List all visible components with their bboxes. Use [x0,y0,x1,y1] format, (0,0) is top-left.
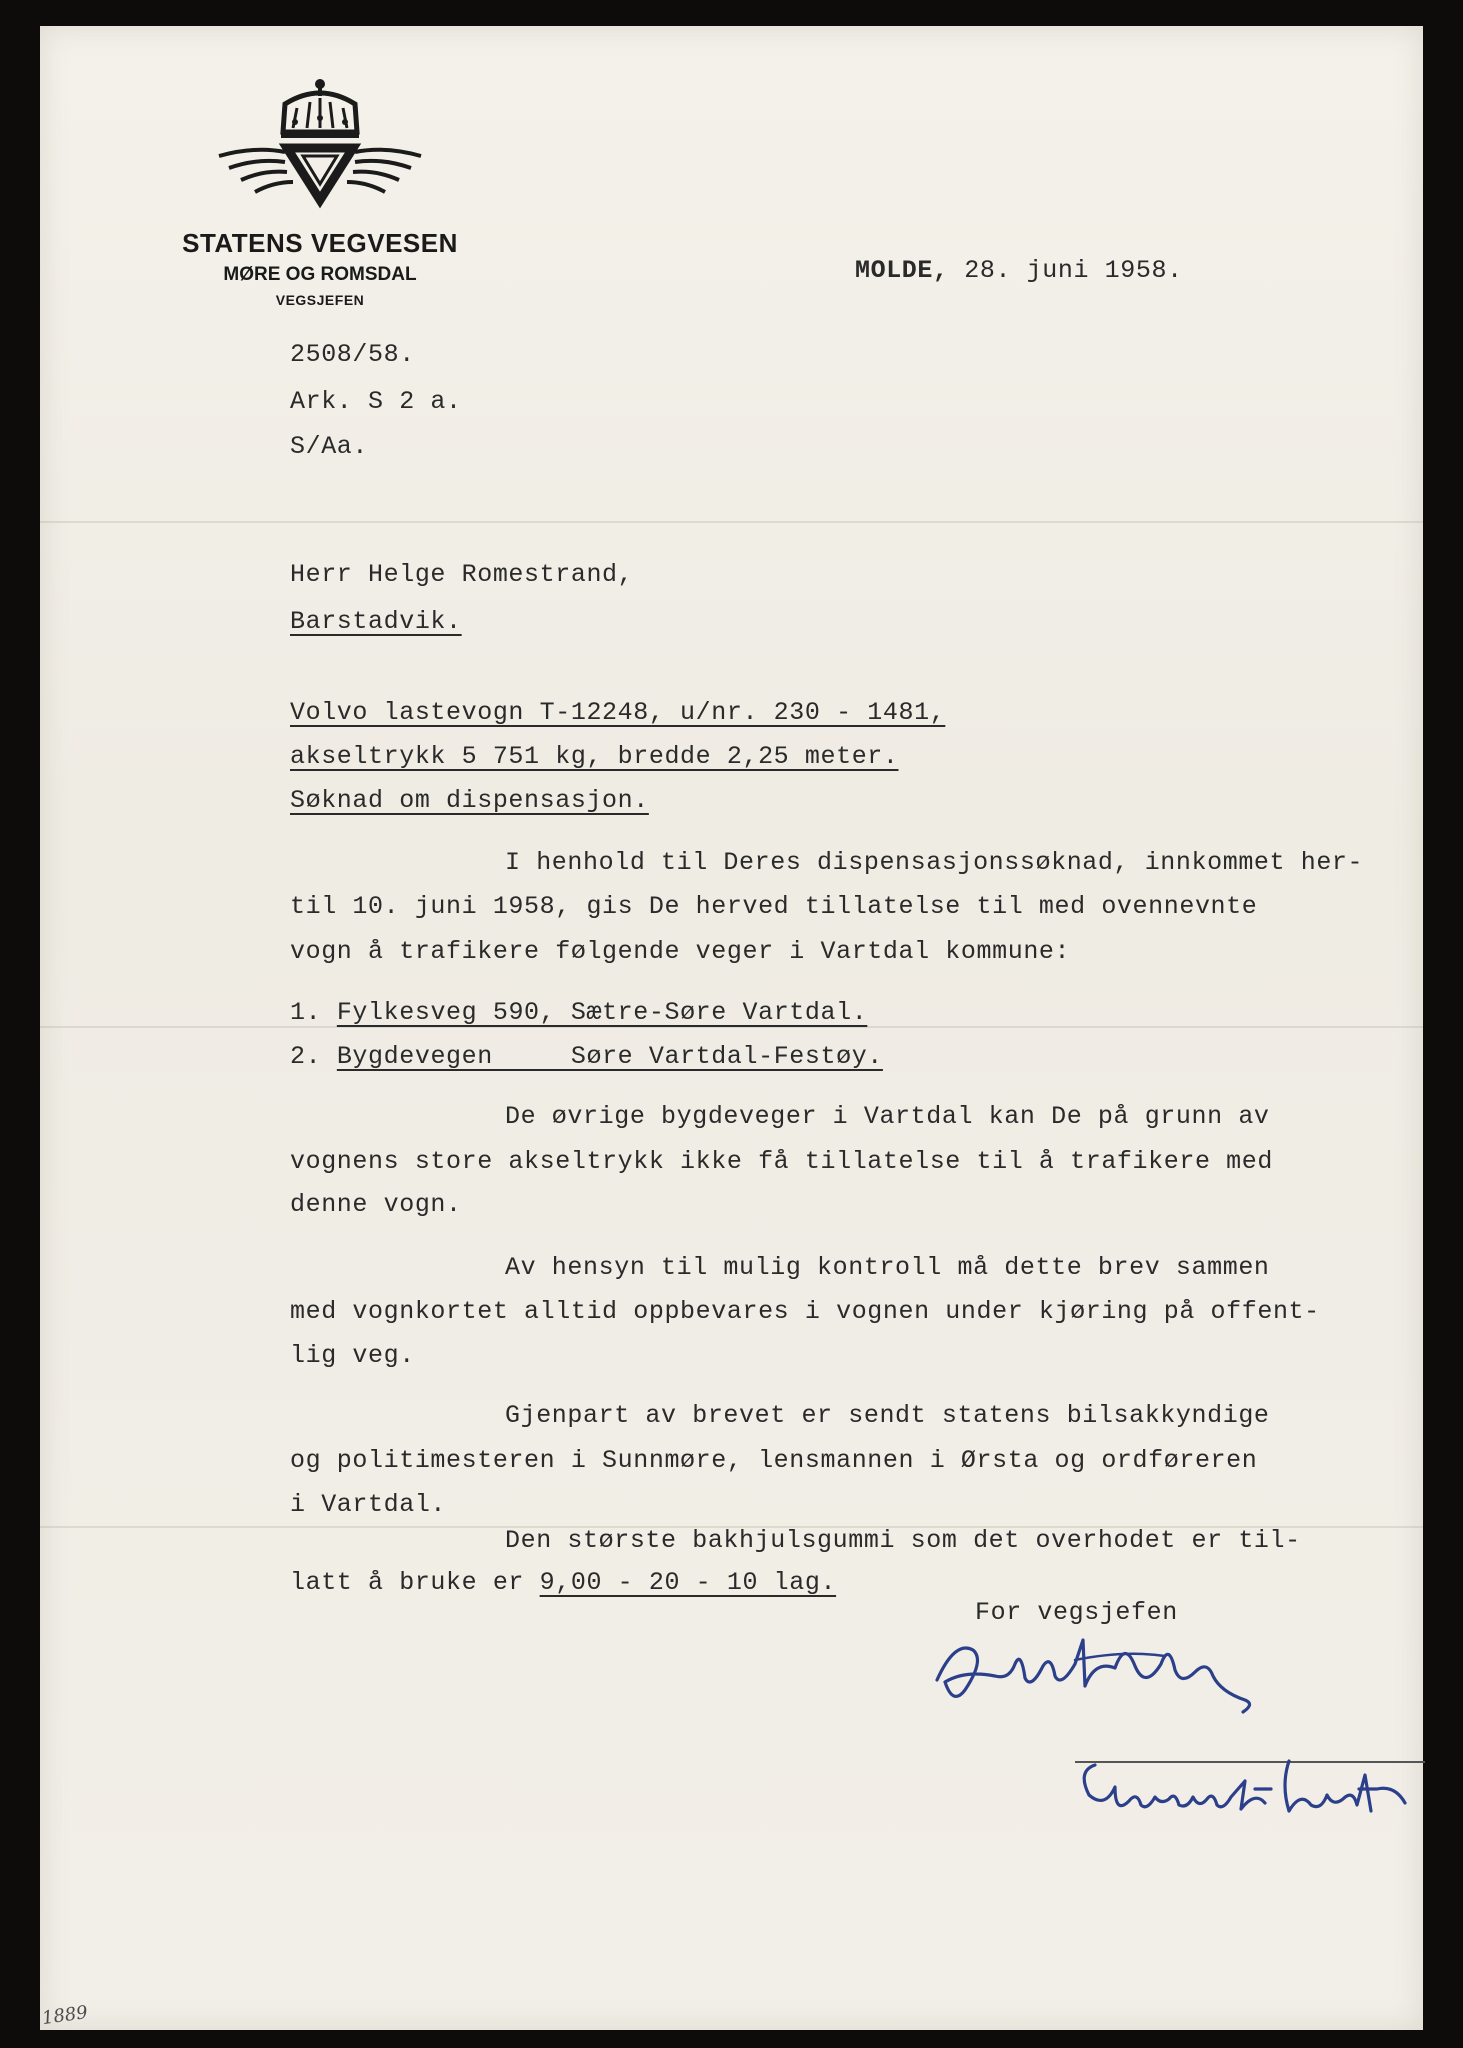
paragraph-line: I henhold til Deres dispensasjonssøknad, innkommet her- [505,848,1364,877]
org-region: MØRE OG ROMSDAL [223,264,417,285]
paragraph-line: lig veg. [290,1341,415,1370]
paragraph-line: og politimesteren i Sunnmøre, lensmannen i Ørsta og ordføreren [290,1446,1258,1475]
org-department: VEGSJEFEN [275,292,365,308]
road-list-text: Bygdevegen Søre Vartdal-Festøy. [336,1042,883,1071]
road-list-number: 2. [290,1042,322,1071]
recipient-place: Barstadvik. [290,607,462,636]
subject-line: akseltrykk 5 751 kg, bredde 2,25 meter. [290,742,899,771]
paragraph-line: vognens store akseltrykk ikke få tillatelse til å trafikere med [290,1147,1273,1176]
date-value: 28. juni 1958. [964,256,1183,285]
reference-number: 2508/58. [290,340,415,369]
initials-reference: S/Aa. [290,432,369,461]
paragraph-line: Den største bakhjulsgummi som det overhodet er til- [505,1526,1301,1555]
road-list-number: 1. [290,998,322,1027]
closing-text: For vegsjefen [975,1598,1178,1627]
signature-1-icon [925,1620,1265,1730]
paragraph-line: med vognkortet alltid oppbevares i vognen under kjøring på offent- [290,1297,1320,1326]
paragraph-line: til 10. juni 1958, gis De herved tillatelse til med ovennevnte [290,892,1258,921]
margin-note [40,2001,90,2043]
paragraph-line: De øvrige bygdeveger i Vartdal kan De på grunn av [505,1102,1270,1131]
crown-wheel-logo-icon [215,72,425,212]
subject-line: Volvo lastevogn T-12248, u/nr. 230 - 1481, [290,698,946,727]
paragraph-line: denne vogn. [290,1190,462,1219]
paragraph-line: i Vartdal. [290,1490,447,1519]
road-list-item [290,998,867,1028]
road-list-text: Fylkesveg 590, Sætre-Søre Vartdal. [336,998,868,1027]
subject-line: Søknad om dispensasjon. [290,786,649,815]
tire-size-prefix: latt å bruke er [290,1568,540,1597]
paragraph-line [290,1568,836,1598]
road-list-item [290,1042,883,1072]
org-name: STATENS VEGVESEN [182,228,458,258]
date-place: MOLDE, [855,256,949,285]
paragraph-line: vogn å trafikere følgende veger i Vartdal kommune: [290,937,1071,966]
tire-size-value: 9,00 - 20 - 10 lag. [539,1568,837,1597]
recipient-name: Herr Helge Romestrand, [290,560,634,589]
signature-2-icon [1075,1745,1430,1855]
margin-note-text: 1889 [40,2001,90,2030]
paragraph-line: Gjenpart av brevet er sendt statens bilsakkyndige [505,1401,1270,1430]
archive-reference: Ark. S 2 a. [290,387,462,416]
paragraph-line: Av hensyn til mulig kontroll må dette brev sammen [505,1253,1270,1282]
date-line [855,256,1183,286]
fold-line [40,521,1423,523]
